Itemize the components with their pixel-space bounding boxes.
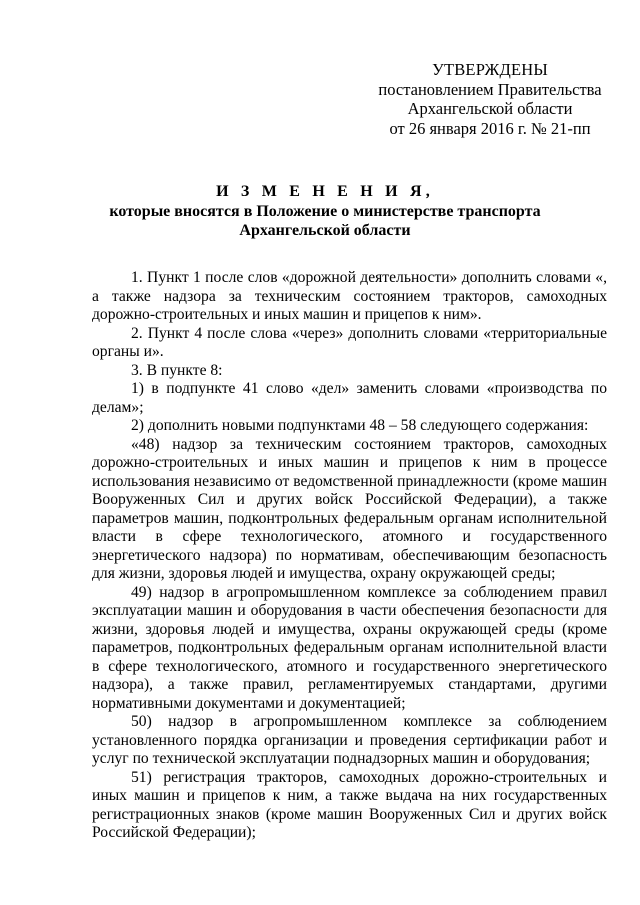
paragraph-subpoint-49: 49) надзор в агропромышленном комплексе за соблюдением правил эксплуатации машин и оборудования в части обеспечения безопасности для жизни, здоровья людей и имущества, охраны окружающей среды (кроме параметров, подконтрольных федеральным органам исполнительной власти в сфере технологического, атомного и государственного энергетического надзора), а также правил, регламентируемых стандартами, другими нормативными документами и документацией; <box>92 583 607 712</box>
approval-stamp <box>340 60 640 138</box>
heading-title: И З М Е Н Е Н И Я, <box>216 183 434 200</box>
paragraph-subitem-1: 1) в подпункте 41 слово «дел» заменить словами «производства по делам»; <box>92 380 607 416</box>
paragraph-item-2: 2. Пункт 4 после слова «через» дополнить словами «территориальные органы и». <box>92 324 607 360</box>
paragraph-item-3: 3. В пункте 8: <box>131 361 223 379</box>
approval-title: УТВЕРЖДЕНЫ <box>432 60 548 79</box>
approval-line-2: Архангельской области <box>407 99 573 118</box>
approval-line-1: постановлением Правительства <box>378 79 602 99</box>
paragraph-item-1: 1. Пункт 1 после слов «дорожной деятельности» дополнить словами «, а также надзора за техническим состоянием тракторов, самоходных дорожно-строительных и иных машин и прицепов к ним». <box>92 269 607 323</box>
paragraph-subpoint-50: 50) надзор в агропромышленном комплексе за соблюдением установленного порядка организации и проведения сертификации работ и услуг по технической эксплуатации поднадзорных машин и оборудования; <box>92 713 607 767</box>
paragraph-subpoint-51: 51) регистрация тракторов, самоходных дорожно-строительных и иных машин и прицепов к ним, а также выдача на них государственных регистрационных знаков (кроме машин Вооруженных Сил и других войск Российской Федерации); <box>92 768 607 841</box>
paragraph-subpoint-48: «48) надзор за техническим состоянием тракторов, самоходных дорожно-строительных и иных машин и прицепов к ним в процессе использования независимо от ведомственной принадлежности (кроме машин Вооруженных Сил и других войск Российской Федерации), а также параметров машин, подконтрольных федеральным органам исполнительной власти в сфере технологического, атомного и государственного энергетического надзора) по нормативам, обеспечивающим безопасность для жизни, здоровья людей и имущества, охрану окружающей среды; <box>92 435 607 582</box>
document-body <box>92 269 607 843</box>
heading-line-1: которые вносятся в Положение о министерстве транспорта <box>109 202 541 220</box>
approval-line-3: от 26 января 2016 г. № 21-пп <box>389 118 591 138</box>
document-heading <box>90 182 560 241</box>
heading-line-2: Архангельской области <box>239 222 411 239</box>
paragraph-subitem-2: 2) дополнить новыми подпунктами 48 – 58 следующего содержания: <box>131 417 589 434</box>
